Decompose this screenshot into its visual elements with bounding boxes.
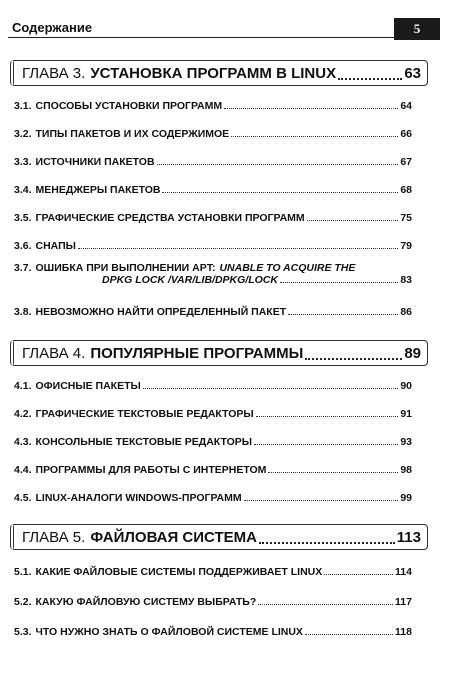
leader-dots bbox=[78, 248, 398, 249]
entry-title: ОФИСНЫЕ ПАКЕТЫ bbox=[35, 380, 141, 392]
entry-number: 4.1. bbox=[14, 380, 32, 392]
chapter-page: 63 bbox=[404, 64, 421, 82]
entry-page: 67 bbox=[400, 156, 412, 168]
entry-title: КАКИЕ ФАЙЛОВЫЕ СИСТЕМЫ ПОДДЕРЖИВАЕТ LINUX bbox=[35, 566, 323, 578]
entry-title: СНАПЫ bbox=[35, 240, 76, 252]
leader-dots bbox=[254, 444, 398, 445]
leader-dots bbox=[280, 282, 398, 283]
toc-entry bbox=[14, 184, 412, 196]
entry-title: ОШИБКА ПРИ ВЫПОЛНЕНИИ APT: bbox=[35, 262, 216, 274]
leader-dots bbox=[231, 136, 398, 137]
entry-number: 4.5. bbox=[14, 492, 32, 504]
leader-dots bbox=[259, 530, 395, 544]
toc-entry bbox=[14, 380, 412, 392]
entry-number: 3.5. bbox=[14, 212, 32, 224]
entry-title: КОНСОЛЬНЫЕ ТЕКСТОВЫЕ РЕДАКТОРЫ bbox=[35, 436, 253, 448]
entry-title: МЕНЕДЖЕРЫ ПАКЕТОВ bbox=[35, 184, 161, 196]
entry-number: 5.1. bbox=[14, 566, 32, 578]
toc-entry bbox=[14, 262, 412, 290]
toc-entry bbox=[14, 100, 412, 112]
toc-entry bbox=[14, 626, 412, 638]
leader-dots bbox=[162, 192, 398, 193]
toc-entry bbox=[14, 128, 412, 140]
entry-page: 117 bbox=[395, 596, 412, 608]
entry-page: 79 bbox=[400, 240, 412, 252]
entry-page: 83 bbox=[400, 274, 412, 286]
entry-number: 3.6. bbox=[14, 240, 32, 252]
entry-number: 5.2. bbox=[14, 596, 32, 608]
toc-entry bbox=[14, 156, 412, 168]
entry-number: 3.4. bbox=[14, 184, 32, 196]
entry-page: 118 bbox=[395, 626, 412, 638]
page-number: 5 bbox=[394, 18, 440, 40]
leader-dots bbox=[338, 66, 402, 80]
entry-number: 3.7. bbox=[14, 262, 32, 274]
section-title: Содержание bbox=[12, 20, 93, 35]
chapter-title: УСТАНОВКА ПРОГРАММ В LINUX bbox=[90, 64, 337, 82]
entry-title: ГРАФИЧЕСКИЕ ТЕКСТОВЫЕ РЕДАКТОРЫ bbox=[35, 408, 254, 420]
entry-page: 86 bbox=[400, 306, 412, 318]
leader-dots bbox=[324, 574, 393, 575]
entry-number: 3.3. bbox=[14, 156, 32, 168]
entry-title: ТИПЫ ПАКЕТОВ И ИХ СОДЕРЖИМОЕ bbox=[35, 128, 230, 140]
leader-dots bbox=[305, 634, 393, 635]
leader-dots bbox=[244, 500, 399, 501]
entry-title-cont: DPKG LOCK /VAR/LIB/DPKG/LOCK bbox=[102, 274, 278, 286]
chapter-heading bbox=[10, 340, 428, 366]
entry-title: ГРАФИЧЕСКИЕ СРЕДСТВА УСТАНОВКИ ПРОГРАММ bbox=[35, 212, 305, 224]
entry-page: 68 bbox=[400, 184, 412, 196]
chapter-heading bbox=[10, 524, 428, 550]
entry-title: ПРОГРАММЫ ДЛЯ РАБОТЫ С ИНТЕРНЕТОМ bbox=[35, 464, 267, 476]
entry-title: КАКУЮ ФАЙЛОВУЮ СИСТЕМУ ВЫБРАТЬ? bbox=[35, 596, 257, 608]
toc-entry bbox=[14, 212, 412, 224]
toc-entry bbox=[14, 436, 412, 448]
leader-dots bbox=[258, 604, 393, 605]
toc-entry bbox=[14, 596, 412, 608]
toc-entry bbox=[14, 464, 412, 476]
leader-dots bbox=[256, 416, 399, 417]
entry-number: 3.8. bbox=[14, 306, 32, 318]
toc-entry bbox=[14, 566, 412, 578]
leader-dots bbox=[268, 472, 398, 473]
leader-dots bbox=[224, 108, 398, 109]
toc-entry bbox=[14, 306, 412, 318]
entry-number: 4.2. bbox=[14, 408, 32, 420]
chapter-title: ПОПУЛЯРНЫЕ ПРОГРАММЫ bbox=[90, 344, 304, 362]
entry-title: ЧТО НУЖНО ЗНАТЬ О ФАЙЛОВОЙ СИСТЕМЕ LINUX bbox=[35, 626, 303, 638]
entry-page: 93 bbox=[400, 436, 412, 448]
entry-number: 4.4. bbox=[14, 464, 32, 476]
entry-page: 91 bbox=[400, 408, 412, 420]
chapter-label: ГЛАВА 3. bbox=[22, 64, 86, 82]
leader-dots bbox=[288, 314, 398, 315]
chapter-heading bbox=[10, 60, 428, 86]
entry-number: 3.2. bbox=[14, 128, 32, 140]
entry-title: НЕВОЗМОЖНО НАЙТИ ОПРЕДЕЛЕННЫЙ ПАКЕТ bbox=[35, 306, 287, 318]
chapter-label: ГЛАВА 4. bbox=[22, 344, 86, 362]
entry-page: 75 bbox=[400, 212, 412, 224]
chapter-title: ФАЙЛОВАЯ СИСТЕМА bbox=[90, 528, 257, 546]
toc-entry bbox=[14, 492, 412, 504]
toc-entry bbox=[14, 240, 412, 252]
entry-title: ИСТОЧНИКИ ПАКЕТОВ bbox=[35, 156, 155, 168]
entry-page: 114 bbox=[395, 566, 412, 578]
chapter-label: ГЛАВА 5. bbox=[22, 528, 86, 546]
leader-dots bbox=[305, 346, 402, 360]
entry-page: 90 bbox=[400, 380, 412, 392]
leader-dots bbox=[307, 220, 399, 221]
entry-page: 64 bbox=[400, 100, 412, 112]
leader-dots bbox=[143, 388, 399, 389]
entry-page: 66 bbox=[400, 128, 412, 140]
entry-number: 3.1. bbox=[14, 100, 32, 112]
toc-entry bbox=[14, 408, 412, 420]
chapter-page: 113 bbox=[396, 528, 421, 546]
entry-title: LINUX-АНАЛОГИ WINDOWS-ПРОГРАММ bbox=[35, 492, 242, 504]
chapter-page: 89 bbox=[404, 344, 421, 362]
entry-title-italic: UNABLE TO ACQUIRE THE bbox=[219, 262, 356, 274]
header-rule bbox=[8, 37, 394, 38]
entry-title: СПОСОБЫ УСТАНОВКИ ПРОГРАММ bbox=[35, 100, 223, 112]
entry-number: 4.3. bbox=[14, 436, 32, 448]
leader-dots bbox=[157, 164, 399, 165]
entry-number: 5.3. bbox=[14, 626, 32, 638]
entry-page: 99 bbox=[400, 492, 412, 504]
entry-page: 98 bbox=[400, 464, 412, 476]
page-header bbox=[8, 18, 440, 40]
